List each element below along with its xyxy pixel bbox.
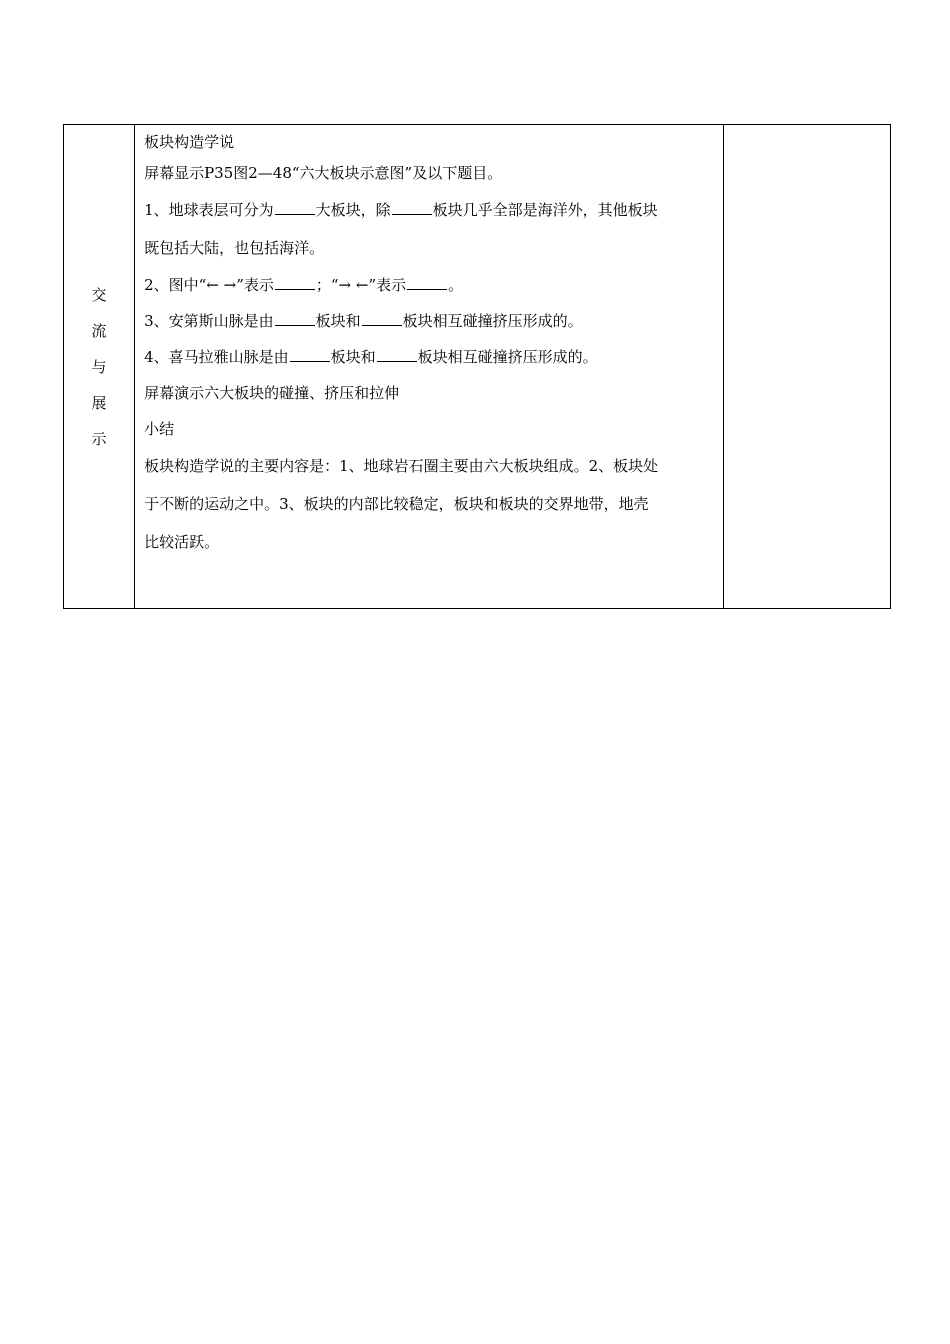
answer-blank	[290, 347, 330, 362]
answer-blank	[362, 311, 402, 326]
summary-line: 比较活跃。	[144, 533, 220, 551]
answer-blank	[407, 275, 447, 290]
section-label-char: 交	[91, 285, 107, 304]
question-1: 1、地球表层可分为 大板块，除 板块几乎全部是海洋外，其他板块	[144, 201, 658, 219]
answer-blank	[275, 200, 315, 215]
question-2: 2、图中“← →”表示 ；“→ ←”表示 。	[144, 276, 464, 294]
question-1-continued: 既包括大陆，也包括海洋。	[144, 239, 325, 257]
content-heading: 板块构造学说	[144, 133, 235, 151]
section-label-char: 展	[91, 393, 107, 412]
lesson-table	[63, 124, 891, 609]
answer-blank	[392, 200, 432, 215]
section-label-cell	[64, 125, 135, 609]
section-label-char: 流	[91, 321, 107, 340]
section-label-char: 示	[91, 429, 107, 448]
answer-blank	[377, 347, 417, 362]
content-intro: 屏幕显示P35图2—48“六大板块示意图”及以下题目。	[144, 164, 503, 182]
summary-line: 于不断的运动之中。3、板块的内部比较稳定，板块和板块的交界地带，地壳	[144, 495, 649, 513]
question-4: 4、喜马拉雅山脉是由 板块和 板块相互碰撞挤压形成的。	[144, 348, 598, 366]
content-cell	[135, 125, 724, 609]
demo-note: 屏幕演示六大板块的碰撞、挤压和拉伸	[144, 384, 400, 402]
question-3: 3、安第斯山脉是由 板块和 板块相互碰撞挤压形成的。	[144, 312, 583, 330]
answer-blank	[275, 311, 315, 326]
answer-blank	[275, 275, 315, 290]
table-row	[64, 125, 891, 609]
summary-title: 小结	[144, 420, 175, 438]
section-label-char: 与	[91, 357, 107, 376]
notes-cell	[723, 125, 890, 609]
summary-line: 板块构造学说的主要内容是：1、地球岩石圈主要由六大板块组成。2、板块处	[144, 457, 659, 475]
